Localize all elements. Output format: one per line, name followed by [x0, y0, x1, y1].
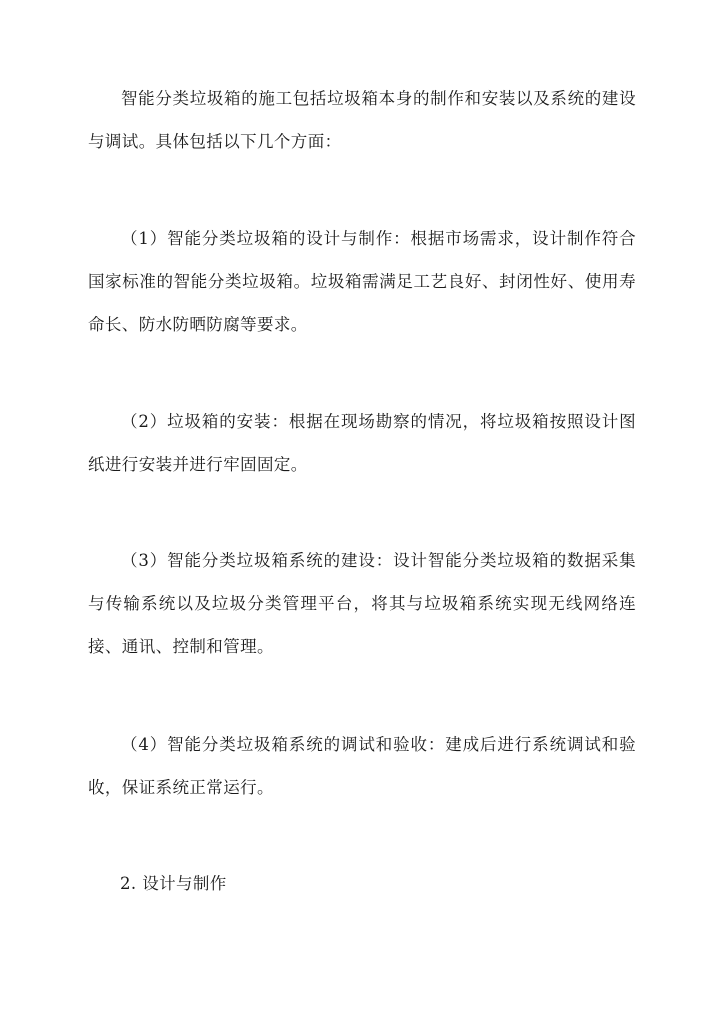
item-3-paragraph: （3）智能分类垃圾箱系统的建设：设计智能分类垃圾箱的数据采集与传输系统以及垃圾分类管理平台，将其与垃圾箱系统实现无线网络连接、通讯、控制和管理。	[88, 551, 636, 656]
item-4-paragraph: （4）智能分类垃圾箱系统的调试和验收：建成后进行系统调试和验收，保证系统正常运行。	[88, 735, 636, 797]
item-1-paragraph: （1）智能分类垃圾箱的设计与制作：根据市场需求，设计制作符合国家标准的智能分类垃圾箱。垃圾箱需满足工艺良好、封闭性好、使用寿命长、防水防晒防腐等要求。	[88, 229, 636, 334]
section-heading: 2. 设计与制作	[120, 874, 227, 893]
item-2-paragraph: （2）垃圾箱的安装：根据在现场勘察的情况，将垃圾箱按照设计图纸进行安装并进行牢固固定。	[88, 412, 636, 474]
intro-paragraph: 智能分类垃圾箱的施工包括垃圾箱本身的制作和安装以及系统的建设与调试。具体包括以下几个方面：	[88, 89, 636, 151]
